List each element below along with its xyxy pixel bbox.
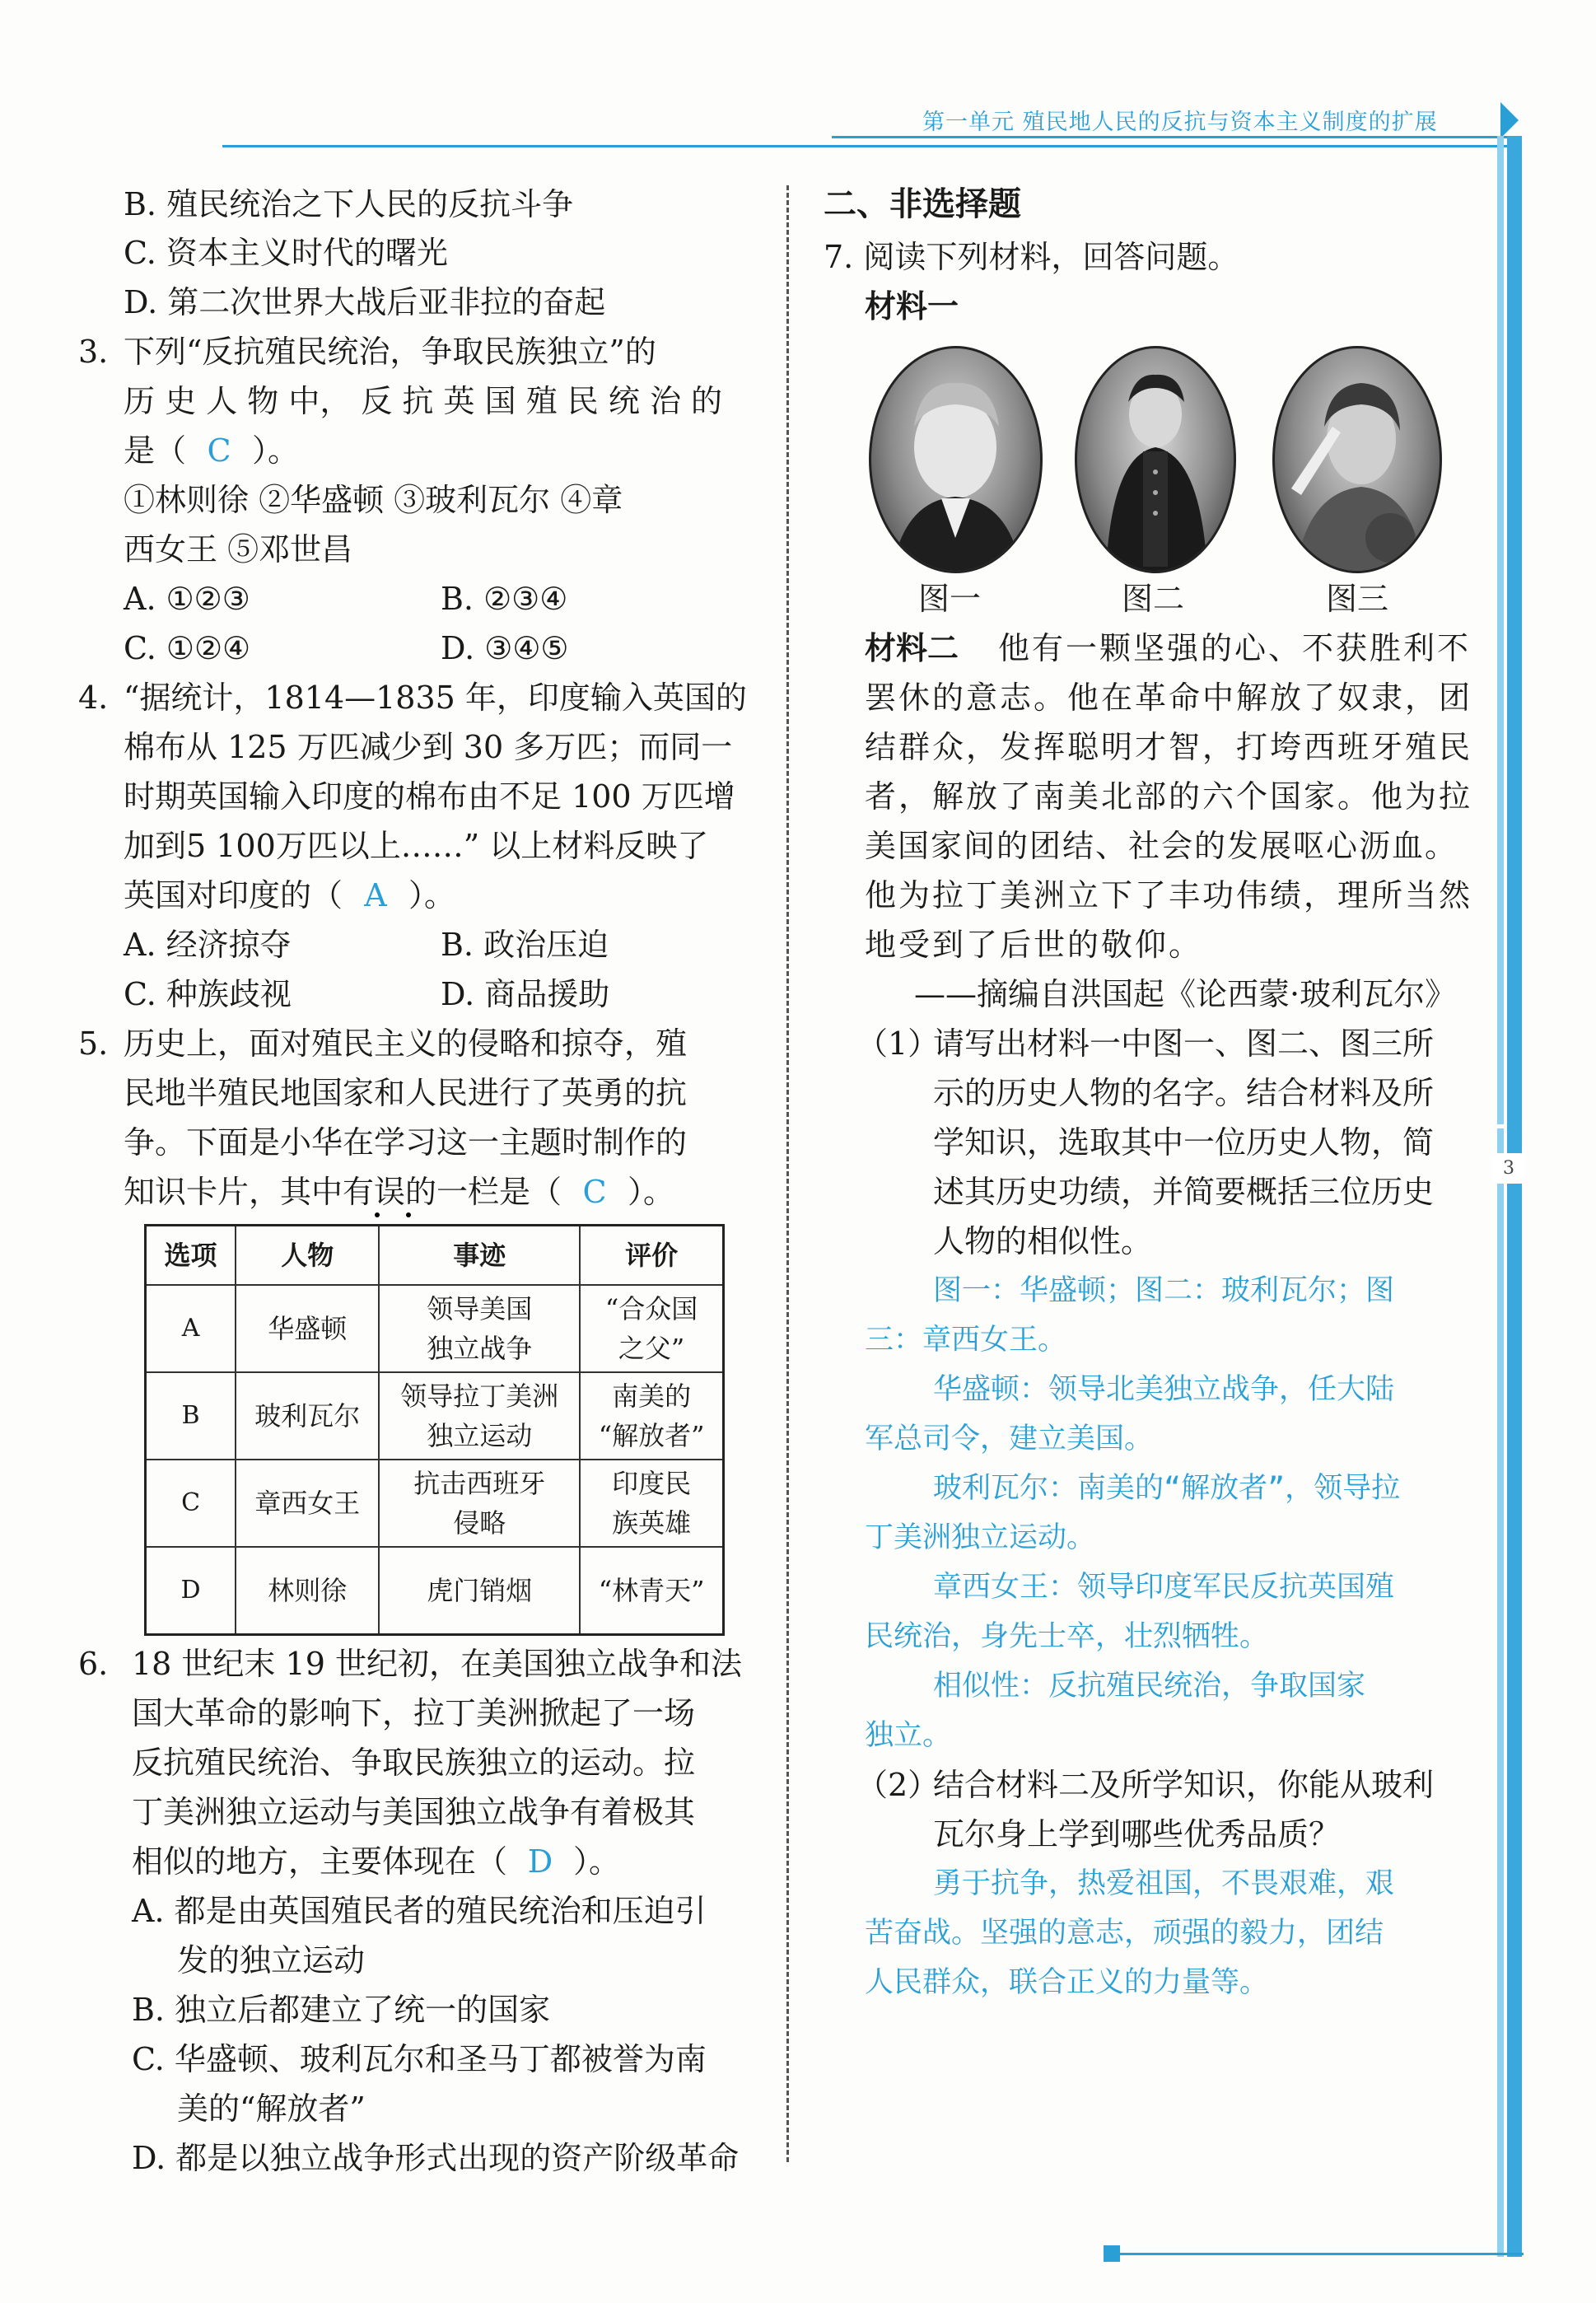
portrait-rani-lakshmibai — [1272, 346, 1442, 573]
portrait-washington-image — [871, 348, 1040, 571]
footer-rule — [1120, 2253, 1524, 2255]
q5-blank-close: ）。 — [628, 1174, 675, 1210]
answer1-line-10: 独立。 — [865, 1719, 952, 1752]
q3-option-a: A. ①②③ — [124, 581, 250, 617]
q3-answer: C — [207, 432, 231, 469]
person-cell: 章西女王 — [236, 1460, 379, 1547]
page-number: 3 — [1492, 1153, 1525, 1184]
q3-blank-open: 是（ — [124, 432, 187, 469]
q6-option-a-line-1: A. 都是由英国殖民者的殖民统治和压迫引 — [132, 1893, 707, 1929]
eval-line: “合众国 — [604, 1293, 698, 1324]
q6-blank-close: ）。 — [573, 1843, 621, 1880]
q4-answer: A — [364, 877, 387, 913]
sub1-line-1: 请写出材料一中图一、图二、图三所 — [933, 1025, 1435, 1062]
deed-line: 独立运动 — [427, 1420, 533, 1451]
eval-cell: “林青天” — [580, 1547, 723, 1635]
deed-cell: 虎门销烟 — [379, 1547, 580, 1635]
answer1-line-5: 玻利瓦尔：南美的“解放者”，领导拉 — [933, 1472, 1401, 1505]
q7-stem: 7. 阅读下列材料，回答问题。 — [824, 239, 1239, 275]
eval-line: 印度民 — [612, 1468, 692, 1499]
q5-line-2: 民地半殖民地国家和人民进行了英勇的抗 — [124, 1075, 688, 1111]
section-title: 二、非选择题 — [824, 185, 1021, 223]
header-arrow-icon — [1500, 102, 1519, 138]
answer1-line-4: 军总司令，建立美国。 — [865, 1422, 1154, 1455]
q6-number: 6. — [78, 1646, 109, 1682]
q3-items-line-2: 西女王 ⑤邓世昌 — [124, 531, 353, 568]
eval-cell — [580, 1460, 723, 1547]
option-cell: B — [146, 1372, 236, 1460]
q2-option-b: B. 殖民统治之下人民的反抗斗争 — [124, 186, 574, 222]
person-cell: 华盛顿 — [236, 1285, 379, 1372]
q5-line-3: 争。下面是小华在学习这一主题时制作的 — [124, 1124, 688, 1161]
emphasis-dot — [375, 1212, 380, 1217]
table-header-cell: 人物 — [236, 1226, 379, 1286]
side-bar-light-top — [1497, 136, 1504, 1124]
q4-line-2: 棉布从 125 万匹减少到 30 多万匹；而同一 — [124, 729, 733, 765]
sub1-line-3: 学知识，选取其中一位历史人物，简 — [933, 1124, 1435, 1161]
knowledge-card-table — [144, 1224, 725, 1636]
option-cell: A — [146, 1285, 236, 1372]
answer1-line-2: 三：章西女王。 — [865, 1324, 1067, 1357]
answer1-line-8: 民统治，身先士卒，壮烈牺牲。 — [865, 1620, 1269, 1653]
header-rule — [832, 136, 1515, 138]
side-bar — [1507, 136, 1522, 2257]
material2-source: ——摘编自洪国起《论西蒙·玻利瓦尔》 — [914, 976, 1457, 1012]
side-bar-light-bottom — [1497, 1128, 1504, 2257]
eval-line: 族英雄 — [612, 1507, 692, 1539]
q4-blank-open: 英国对印度的（ — [124, 877, 343, 913]
q3-line-2: 历 史 人 物 中， 反 抗 英 国 殖 民 统 治 的 — [124, 383, 723, 419]
q6-line-3: 反抗殖民统治、争取民族独立的运动。拉 — [132, 1745, 696, 1781]
emphasis-dot — [406, 1212, 411, 1217]
table-header-cell: 评价 — [580, 1226, 723, 1286]
table-row — [146, 1547, 724, 1635]
answer2-line-1: 勇于抗争，热爱祖国，不畏艰难，艰 — [933, 1867, 1395, 1900]
q3-blank-close: ）。 — [252, 432, 300, 469]
footer-square-icon — [1104, 2245, 1120, 2262]
q5-line-4 — [124, 1175, 674, 1208]
option-cell: C — [146, 1460, 236, 1547]
q6-option-d: D. 都是以独立战争形式出现的资产阶级革命 — [132, 2140, 740, 2176]
table-row — [146, 1460, 724, 1547]
q6-option-c-line-1: C. 华盛顿、玻利瓦尔和圣马丁都被誉为南 — [132, 2041, 707, 2077]
q3-option-b: B. ②③④ — [441, 581, 568, 617]
material2-line-2: 罢休的意志。他在革命中解放了奴隶，团 — [865, 680, 1473, 716]
q4-option-b: B. 政治压迫 — [441, 927, 609, 963]
deed-cell — [379, 1460, 580, 1547]
q4-option-d: D. 商品援助 — [441, 976, 610, 1012]
q3-option-d: D. ③④⑤ — [441, 630, 569, 666]
q6-line-4: 丁美洲独立运动与美国独立战争有着极其 — [132, 1794, 696, 1830]
q2-option-c: C. 资本主义时代的曙光 — [124, 235, 448, 271]
q6-option-c-line-2: 美的“解放者” — [177, 2090, 366, 2127]
q4-blank-close: ）。 — [408, 877, 456, 913]
eval-cell — [580, 1372, 723, 1460]
figure-caption-2: 图二 — [1122, 581, 1185, 617]
deed-cell — [379, 1285, 580, 1372]
answer1-line-3: 华盛顿：领导北美独立战争，任大陆 — [933, 1373, 1395, 1406]
eval-line: “解放者” — [598, 1420, 705, 1451]
table-header-cell: 选项 — [146, 1226, 236, 1286]
sub2-line-1: 结合材料二及所学知识，你能从玻利 — [933, 1767, 1435, 1803]
portrait-washington — [869, 346, 1043, 573]
answer1-line-7: 章西女王：领导印度军民反抗英国殖 — [933, 1571, 1395, 1604]
q5-blank-open: 知识卡片，其中有误的一栏是（ — [124, 1174, 562, 1210]
deed-line: 领导美国 — [427, 1293, 533, 1324]
portrait-bolivar-image — [1077, 348, 1234, 571]
material2-line-4: 者，解放了南美北部的六个国家。他为拉 — [865, 778, 1473, 815]
sub2-line-2: 瓦尔身上学到哪些优秀品质？ — [933, 1816, 1341, 1852]
q6-blank-open: 相似的地方，主要体现在（ — [132, 1843, 508, 1880]
sub1-line-4: 述其历史功绩，并简要概括三位历史 — [933, 1174, 1435, 1210]
person-cell: 玻利瓦尔 — [236, 1372, 379, 1460]
q3-line-1: 下列“反抗殖民统治，争取民族独立”的 — [124, 334, 656, 370]
material2-line-7: 地受到了后世的敬仰。 — [865, 927, 1203, 963]
unit-header: 第一单元 殖民地人民的反抗与资本主义制度的扩展 — [922, 110, 1438, 135]
eval-line: 之父” — [618, 1333, 685, 1364]
figure-caption-3: 图三 — [1326, 581, 1389, 617]
q6-line-5 — [132, 1845, 620, 1878]
deed-cell — [379, 1372, 580, 1460]
material2-line-6: 他为拉丁美洲立下了丰功伟绩，理所当然 — [865, 877, 1473, 913]
q4-line-4: 加到5 100万匹以上……” 以上材料反映了 — [124, 828, 709, 864]
sub1-line-2: 示的历史人物的名字。结合材料及所 — [933, 1075, 1435, 1111]
q6-option-b: B. 独立后都建立了统一的国家 — [132, 1992, 551, 2028]
material2-label: 材料二 — [865, 630, 959, 666]
q6-line-2: 国大革命的影响下，拉丁美洲掀起了一场 — [132, 1695, 696, 1731]
material2-line-5: 美国家间的团结、社会的发展呕心沥血。 — [865, 828, 1458, 864]
sub2-number: （2） — [856, 1767, 940, 1803]
q4-option-a: A. 经济掠夺 — [124, 927, 292, 963]
deed-line: 领导拉丁美洲 — [400, 1380, 559, 1412]
q4-line-3: 时期英国输入印度的棉布由不足 100 万匹增 — [124, 778, 735, 815]
material2-line-3: 结群众，发挥聪明才智，打垮西班牙殖民 — [865, 729, 1473, 765]
answer1-line-1: 图一：华盛顿；图二：玻利瓦尔；图 — [933, 1274, 1395, 1307]
q4-option-c: C. 种族歧视 — [124, 976, 292, 1012]
eval-cell — [580, 1285, 723, 1372]
q4-line-5 — [124, 879, 455, 912]
deed-line: 抗击西班牙 — [413, 1468, 546, 1499]
q5-answer: C — [582, 1174, 607, 1210]
answer2-line-3: 人民群众，联合正义的力量等。 — [865, 1966, 1269, 1999]
answer1-line-9: 相似性：反抗殖民统治，争取国家 — [933, 1670, 1366, 1703]
option-cell: D — [146, 1547, 236, 1635]
table-row — [146, 1372, 724, 1460]
q5-number: 5. — [78, 1025, 109, 1062]
q6-answer: D — [527, 1843, 553, 1880]
q4-number: 4. — [78, 680, 109, 716]
q3-number: 3. — [78, 334, 109, 370]
person-cell: 林则徐 — [236, 1547, 379, 1635]
portrait-rani-image — [1275, 348, 1440, 571]
sub1-line-5: 人物的相似性。 — [933, 1223, 1153, 1259]
eval-line: 南美的 — [612, 1380, 692, 1412]
q3-items-line-1: ①林则徐 ②华盛顿 ③玻利瓦尔 ④章 — [124, 482, 623, 518]
q3-line-3 — [124, 434, 299, 467]
deed-line: 独立战争 — [427, 1333, 533, 1364]
material1-label: 材料一 — [865, 288, 959, 325]
q2-option-d: D. 第二次世界大战后亚非拉的奋起 — [124, 284, 606, 320]
q6-line-1: 18 世纪末 19 世纪初，在美国独立战争和法 — [132, 1646, 742, 1682]
q3-option-c: C. ①②④ — [124, 630, 251, 666]
table-row — [146, 1285, 724, 1372]
q4-line-1: “据统计，1814—1835 年，印度输入英国的 — [124, 680, 747, 716]
table-header-cell: 事迹 — [379, 1226, 580, 1286]
figure-caption-1: 图一 — [918, 581, 982, 617]
material2-line-1: 他有一颗坚强的心、不获胜利不 — [998, 630, 1472, 666]
portrait-bolivar — [1075, 346, 1236, 573]
q6-option-a-line-2: 发的独立运动 — [177, 1942, 366, 1978]
column-divider — [786, 185, 789, 2162]
answer1-line-6: 丁美洲独立运动。 — [865, 1521, 1096, 1554]
sub1-number: （1） — [856, 1025, 940, 1062]
q5-line-1: 历史上，面对殖民主义的侵略和掠夺，殖 — [124, 1025, 688, 1062]
answer2-line-2: 苦奋战。坚强的意志，顽强的毅力，团结 — [865, 1917, 1384, 1950]
deed-line: 侵略 — [453, 1507, 506, 1539]
header-rule-long — [222, 145, 1515, 147]
table-header-row — [146, 1226, 724, 1286]
